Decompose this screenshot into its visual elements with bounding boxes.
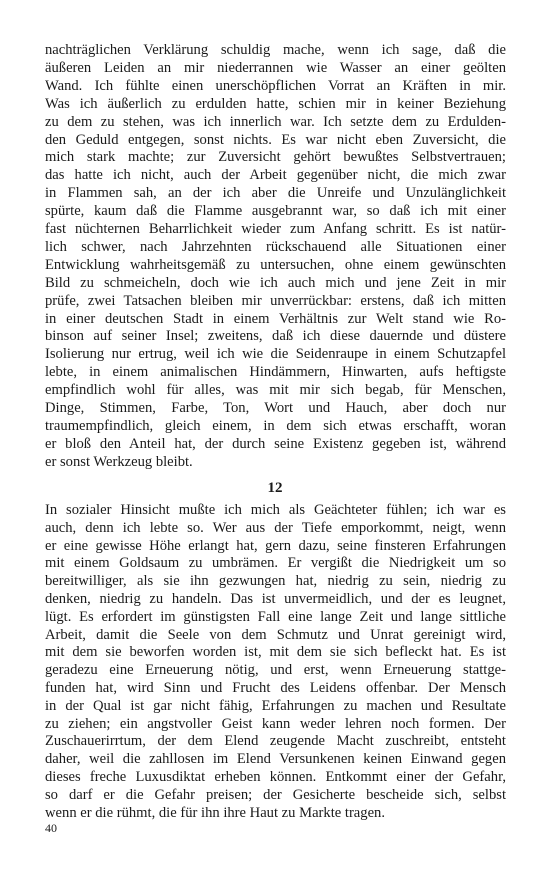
text-line: Isolierung nur ertrug, weil ich wie die Seidenraupe in einem Schutzapfel [45, 346, 506, 363]
text-line: Dinge, Stimmen, Farbe, Ton, Wort und Hauch, aber doch nur [45, 400, 506, 416]
page-number: 40 [45, 821, 57, 835]
text-line: äußeren Leiden an mir niederrannen wie Wasser an einer geölten [45, 59, 506, 76]
text-line: daher, weil die zahllosen im Elend Versunkenen keinen Einwand gegen [45, 751, 506, 768]
text-line: dieses freche Luxusdiktat erheben können. Entkommt einer der Gefahr, [45, 769, 506, 785]
text-line: Wand. Ich fühlte einen unerschöpflichen Vorrat an Kräften in mir. [45, 77, 506, 94]
text-line: zu ziehen; ein angstvoller Geist kann weder lehren noch formen. Der [45, 715, 506, 732]
text-line: Arbeit, damit die Seele von dem Schmutz und Unrat gereinigt wird, [45, 626, 506, 643]
text-line: spürte, kaum daß die Flamme ausgebrannt war, so daß ich mit einer [45, 203, 506, 220]
text-line: in der Qual ist gar nicht fähig, Erfahrungen zu machen und Resultate [45, 697, 506, 714]
text-line: in Flammen sah, an der ich aber die Unreife und Unzulänglichkeit [45, 185, 506, 202]
text-line: in einer deutschen Stadt in einem Verhältnis zur Welt stand wie Ro- [45, 310, 506, 327]
text-line: lich schwer, nach Jahrzehnten rückschauend alle Situationen einer [45, 238, 506, 255]
text-line: das hatte ich nicht, auch der Arbeit gegenüber nicht, die mich zwar [45, 167, 506, 184]
text-line: so darf er die Gefahr preisen; der Gesicherte bescheide sich, selbst [45, 786, 506, 803]
text-line: fast nüchternen Beharrlichkeit wieder zum Anfang schritt. Es ist natür- [45, 221, 506, 237]
text-line: prüfe, zwei Tatsachen bleiben mir unverrückbar: erstens, daß ich mitten [45, 292, 506, 309]
text-line: denken, niedrig zu handeln. Das ist unvermeidlich, und der es leugnet, [45, 591, 506, 607]
text-line: geradezu eine Erneuerung nötig, und erst, wenn Erneuerung stattge- [45, 662, 506, 679]
text-line: In sozialer Hinsicht mußte ich mich als Geächteter fühlen; ich war es [45, 502, 506, 518]
text-line: Bild zu schmeicheln, doch wie ich auch mich und jene Zeit in mir [45, 274, 506, 291]
text-line: Was ich äußerlich zu erdulden hatte, schien mir in keiner Beziehung [45, 95, 506, 112]
text-line: Entwicklung wahrheitsgemäß zu untersuchen, ohne einem gewünschten [45, 256, 506, 273]
text-line: nachträglichen Verklärung schuldig mache, wenn ich sage, daß die [45, 42, 506, 58]
text-line: funden hat, wird Sinn und Frucht des Leidens offenbar. Der Mensch [45, 680, 506, 696]
text-line: empfindlich wohl für alles, was mit mir sich begab, für Menschen, [45, 382, 506, 399]
text-line: bereitwilliger, als sie ihn gezwungen hat, niedrig zu sein, niedrig zu [45, 573, 506, 590]
text-line: mich stark machte; zur Zuversicht gehört bewußtes Selbstvertrauen; [45, 149, 506, 166]
text-line: mit dem sie beworfen worden ist, mit dem sie sich befleckt hat. Es ist [45, 644, 506, 661]
text-line: traumempfindlich, gleich einem, in dem sich etwas erschafft, woran [45, 417, 506, 434]
text-line: wenn er die rühmt, die für ihn ihre Haut zu Markte tragen. [45, 804, 385, 821]
text-line: lebte, in einem animalischen Hindämmern, Hinwarten, aufs heftigste [45, 364, 506, 381]
text-line: lügt. Es erfordert im günstigsten Fall eine lange Zeit und lange sittliche [45, 608, 506, 625]
text-line: binson auf seiner Insel; zweitens, daß ich diese dauernde und düstere [45, 328, 506, 345]
text-line: Zuschauerirrtum, der dem Elend zeugende Macht zuschreibt, entsteht [45, 733, 506, 750]
section-heading: 12 [267, 480, 283, 496]
text-line: den Geduld entgegen, sonst nichts. Es war nicht eben Zuversicht, die [45, 131, 506, 148]
text-line: mit einem Goldsaum zu umbrämen. Er vergißt die Niedrigkeit um so [45, 555, 506, 572]
text-line: auch, denn ich lebte so. Wer aus der Tiefe emporkommt, neigt, wenn [45, 519, 506, 536]
text-line: er bloß den Anteil hat, der durch seine Existenz gegeben ist, während [45, 435, 506, 452]
text-line: er eine gewisse Höhe erlangt hat, gern dazu, seine finsteren Erfahrungen [45, 537, 506, 554]
text-line: zu dem zu stehen, was ich innerlich war. Ich setzte dem zu Erdulden- [45, 113, 506, 130]
text-line: er sonst Werkzeug bleibt. [45, 453, 193, 470]
